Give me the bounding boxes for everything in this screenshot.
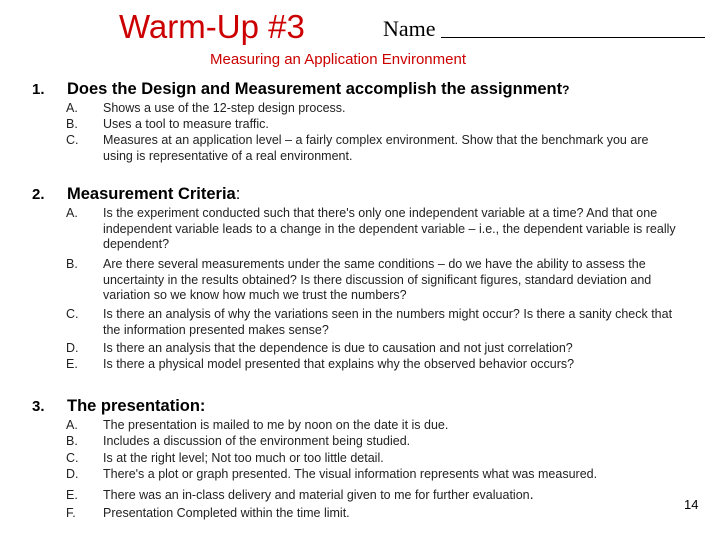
section-3-item-f-text: Presentation Completed within the time limit. bbox=[103, 506, 350, 520]
section-2-item-e-letter: E. bbox=[66, 357, 78, 371]
section-3-item-b-letter: B. bbox=[66, 434, 78, 448]
section-2-heading: Measurement Criteria: bbox=[67, 185, 241, 203]
section-2-item-d-letter: D. bbox=[66, 341, 79, 355]
section-3-item-e-text: There was an in-class delivery and material given to me for further evaluation. bbox=[103, 487, 534, 503]
section-1-item-a-letter: A. bbox=[66, 101, 78, 115]
section-2-item-d-text: Is there an analysis that the dependence is due to causation and not just correlation? bbox=[103, 341, 573, 355]
section-2-number: 2. bbox=[32, 186, 45, 203]
name-label: Name bbox=[383, 16, 436, 41]
name-blank-line bbox=[441, 37, 705, 38]
page-subtitle: Measuring an Application Environment bbox=[210, 51, 466, 68]
section-2-item-e-text: Is there a physical model presented that explains why the observed behavior occurs? bbox=[103, 357, 575, 371]
section-2-item-a-text: Is the experiment conducted such that there's only one independent variable at a time? And that one independent variable leads to a change in the dependent variable – i.e., the dependent variable is really dependent? bbox=[103, 206, 676, 251]
section-1-item-c-text: Measures at an application level – a fairly complex environment. Show that the benchmark you are using is representative of a real environment. bbox=[103, 133, 649, 163]
section-3-item-c-letter: C. bbox=[66, 451, 79, 465]
section-1-item-b-text: Uses a tool to measure traffic. bbox=[103, 117, 269, 131]
section-3-item-c-text: Is at the right level; Not too much or too little detail. bbox=[103, 451, 384, 465]
page-number: 14 bbox=[684, 497, 699, 512]
section-2-item-b-text: Are there several measurements under the same conditions – do we have the ability to assess the uncertainty in the results obtained? Is there discussion of significant figures, standard deviation and variation so we know how much we trust the numbers? bbox=[103, 257, 652, 302]
section-2-item-c-text: Is there an analysis of why the variations seen in the numbers might occur? Is there a sanity check that the information presented makes sense? bbox=[103, 307, 673, 337]
section-1-item-c-letter: C. bbox=[66, 133, 79, 147]
section-3-item-a-letter: A. bbox=[66, 418, 78, 432]
section-1-heading: Does the Design and Measurement accomplish the assignment? bbox=[67, 80, 570, 98]
section-3-item-b-text: Includes a discussion of the environment being studied. bbox=[103, 434, 411, 448]
section-3-item-d-text: There's a plot or graph presented. The visual information represents what was measured. bbox=[103, 467, 598, 481]
section-2-item-c-letter: C. bbox=[66, 307, 79, 321]
section-1-item-b-letter: B. bbox=[66, 117, 78, 131]
section-3-heading: The presentation: bbox=[67, 397, 206, 415]
section-3-item-e-letter: E. bbox=[66, 488, 78, 502]
section-2-item-a-letter: A. bbox=[66, 206, 78, 220]
section-1-number: 1. bbox=[32, 81, 45, 98]
section-3-item-a-text: The presentation is mailed to me by noon on the date it is due. bbox=[103, 418, 449, 432]
section-3-item-d-letter: D. bbox=[66, 467, 79, 481]
page-title: Warm-Up #3 bbox=[119, 8, 305, 45]
section-2-item-b-letter: B. bbox=[66, 257, 78, 271]
section-3-number: 3. bbox=[32, 398, 45, 415]
section-3-item-f-letter: F. bbox=[66, 506, 76, 520]
section-1-item-a-text: Shows a use of the 12-step design process. bbox=[103, 101, 346, 115]
